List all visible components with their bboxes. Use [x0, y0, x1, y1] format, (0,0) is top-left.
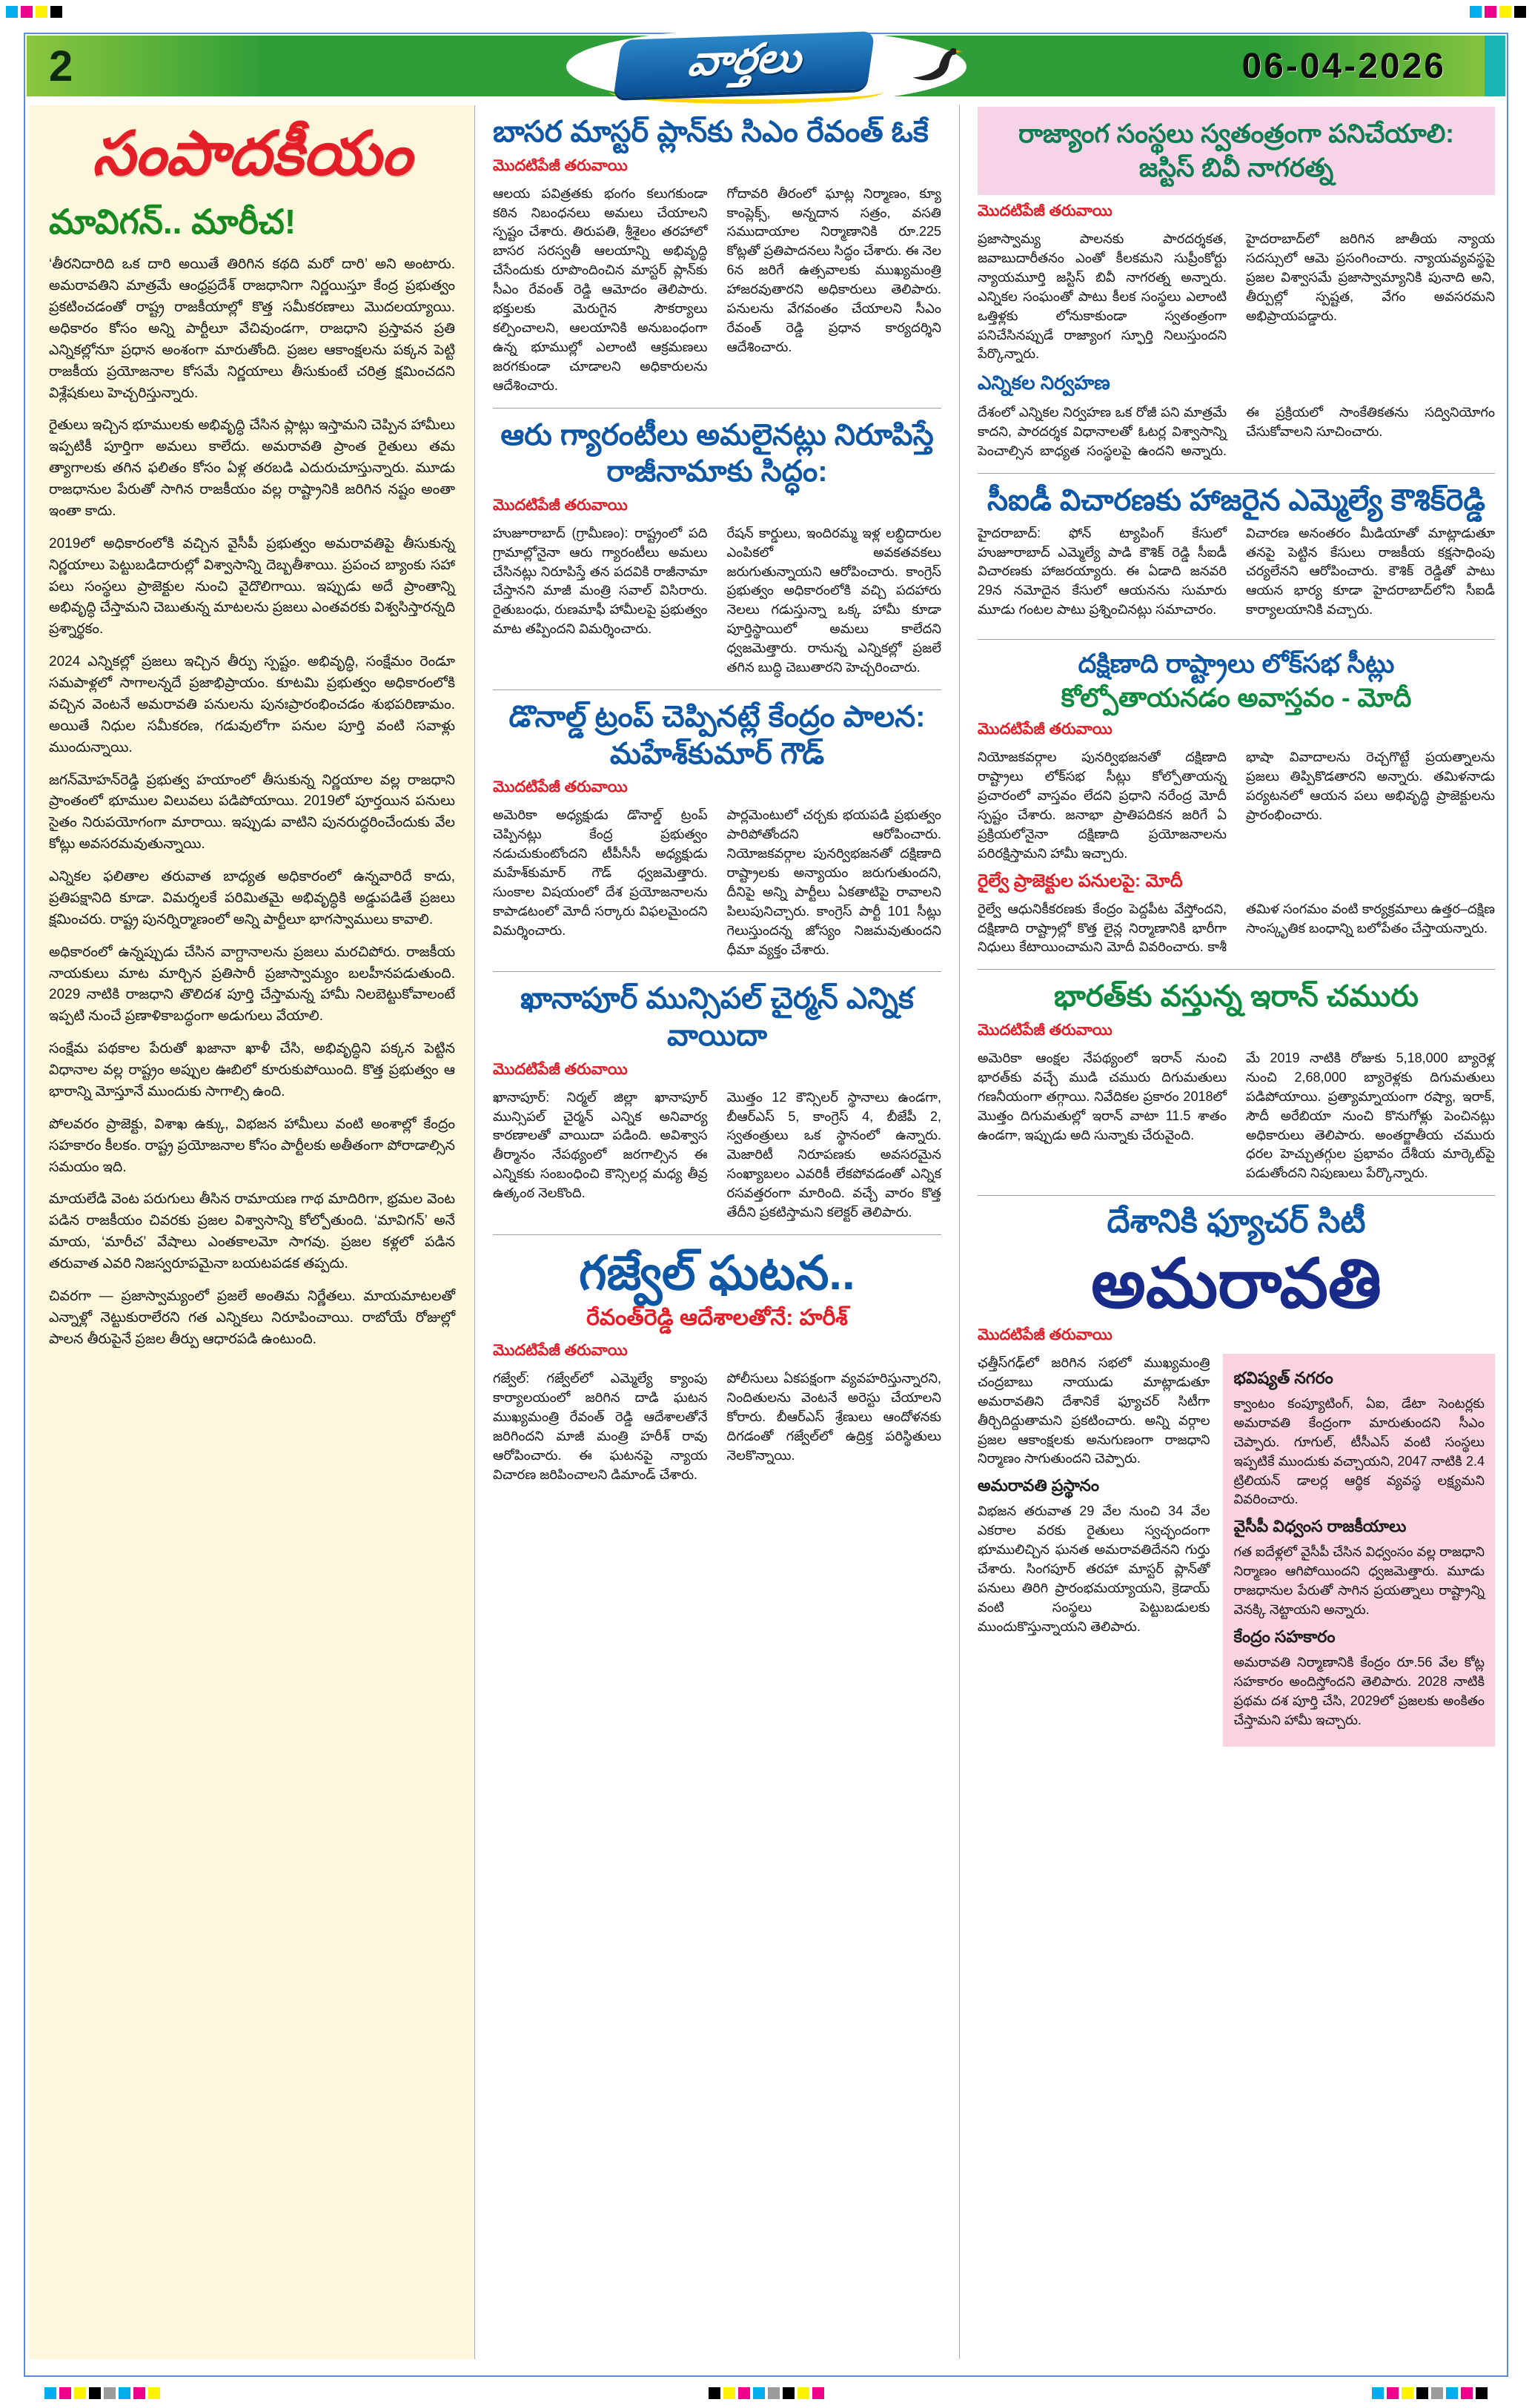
- paragraph: ఖానాపూర్: నిర్మల్ జిల్లా ఖానాపూర్ మున్సిపల్ చైర్మన్ ఎన్నిక అనివార్య కారణాలతో వాయిదా పడింది. అవిశ్వాస తీర్మానం నేపథ్యంలో జరగాల్సిన ఈ ఎన్నికకు సంబంధించి కౌన్సిలర్ల మధ్య తీవ్ర ఉత్కంఠ నెలకొంది.: [493, 1089, 708, 1201]
- article-body: [493, 524, 941, 678]
- article-basara-master-plan: [493, 114, 941, 396]
- paragraph: మే 2019 నాటికి రోజుకు 5,18,000 బ్యారెళ్ల నుంచి 2,68,000 బ్యారెళ్లకు దిగుమతులు పడిపోయాయి. ప్రత్యామ్నాయంగా రష్యా, ఇరాక్, సౌదీ అరేబియా నుంచి కొనుగోళ్లు పెంచినట్లు అధికారులు తెలిపారు. అంతర్జాతీయ చమురు ధరల హెచ్చుతగ్గుల ప్రభావం దేశీయ మార్కెట్‌పై పడుతోందని నిపుణులు పేర్కొన్నారు.: [1246, 1050, 1495, 1181]
- article-byline: మొదటిపేజీ తరువాయి: [493, 1060, 628, 1078]
- paragraph: రైతులు ఇచ్చిన భూములకు అభివృద్ధి చేసిన ప్లాట్లు ఇస్తామని చెప్పిన హామీలు ఇప్పటికీ పూర్తిగా అమలు కాలేదు. అమరావతి ప్రాంత రైతులు తమ త్యాగాలకు తగిన ఫలితం కోసం ఏళ్ల తరబడి ఎదురుచూస్తున్నారు. మూడు రాజధానుల పేరుతో సాగిన రాజకీయం వల్ల రాష్ట్రానికి జరిగిన నష్టం అంతా ఇంతా కాదు.: [49, 417, 455, 519]
- article-body: [1233, 1653, 1485, 1730]
- article-right-subcolumn: [1223, 1354, 1495, 1747]
- article-body: [493, 806, 941, 959]
- print-registration-marks: [6, 6, 62, 18]
- article-byline: మొదటిపేజీ తరువాయి: [493, 156, 628, 174]
- paragraph: హైదరాబాద్‌లో జరిగిన జాతీయ న్యాయ సదస్సులో ఆమె ప్రసంగించారు. న్యాయవ్యవస్థపై ప్రజల విశ్వాసమే ప్రజాస్వామ్యానికి పునాది అని, తీర్పుల్లో స్పష్టత, వేగం అవసరమని అభిప్రాయపడ్డారు.: [1246, 231, 1495, 323]
- article-byline: మొదటిపేజీ తరువాయి: [493, 1342, 628, 1360]
- paragraph: పార్లమెంటులో చర్చకు భయపడి ప్రభుత్వం పారిపోతోందని ఆరోపించారు. నియోజకవర్గాల పునర్విభజనతో దక్షిణాది రాష్ట్రాలకు అన్యాయం జరుగుతుందని, దీనిపై అన్ని పార్టీలు ఏకతాటిపై రావాలని పిలుపునిచ్చారు. కాంగ్రెస్ పార్టీ 101 సీట్లు గెలుస్తుందన్న జోస్యం నిజమవుతుందని ధీమా వ్యక్తం చేశారు.: [726, 807, 941, 957]
- article-title: [978, 647, 1495, 715]
- edition-date: 06-04-2026: [1241, 46, 1446, 86]
- paragraph: గోదావరి తీరంలో ఘాట్ల నిర్మాణం, క్యూ కాంప్లెక్స్, అన్నదాన సత్రం, వసతి సముదాయాల నిర్మాణానికి రూ.225 కోట్లతో ప్రతిపాదనలు సిద్ధం చేశారు. ఈ నెల 6న జరిగే ఉత్సవాలకు ముఖ్యమంత్రి హాజరవుతారని అధికారులు తెలిపారు. పనులను వేగవంతం చేయాలని సీఎం రేవంత్ రెడ్డి ప్రధాన కార్యదర్శిని ఆదేశించారు.: [726, 185, 941, 354]
- article-subhead: ఎన్నికల నిర్వహణ: [978, 371, 1110, 394]
- article-gajwel-incident: [493, 1244, 941, 1485]
- article-body: [493, 1369, 941, 1484]
- editorial-headline: మావిగన్.. మారీచ!: [49, 202, 296, 242]
- article-body: [978, 900, 1495, 958]
- right-column: [960, 105, 1502, 2359]
- article-lead: [978, 1354, 1210, 1469]
- paragraph: దేశంలో ఎన్నికల నిర్వహణ ఒక రోజీ పని మాత్రమే కాదని, పారదర్శక విధానాలతో ఓటర్ల విశ్వాసాన్ని పెంచాల్సిన బాధ్యత సంస్థలపై ఉందని అన్నారు. ఈ ప్రక్రియలో సాంకేతికతను సద్వినియోగం చేసుకోవాలని సూచించారు.: [978, 405, 1495, 459]
- article-title: సీఐడీ విచారణకు హాజరైన ఎమ్మెల్యే కౌశిక్‌రెడ్డి: [987, 484, 1485, 517]
- print-registration-marks: [1372, 2387, 1488, 2399]
- article-byline: మొదటిపేజీ తరువాయి: [978, 1326, 1112, 1343]
- article-subtitle: రేవంత్‌రెడ్డి ఆదేశాలతోనే: హరీశ్: [586, 1306, 848, 1331]
- article-body: [978, 1502, 1210, 1636]
- article-byline: మొదటిపేజీ తరువాయి: [493, 778, 628, 796]
- article-subhead: వైసీపీ విధ్వంస రాజకీయాలు: [1233, 1517, 1407, 1536]
- print-registration-marks: [709, 2387, 824, 2399]
- article-cid-kaushik-reddy: [978, 483, 1495, 627]
- article-subhead: రైల్వే ప్రాజెక్టుల పనులపై: మోదీ: [978, 870, 1183, 891]
- article-byline: మొదటిపేజీ తరువాయి: [978, 202, 1112, 219]
- paragraph: అమరావతి నిర్మాణానికి కేంద్రం రూ.56 వేల కోట్ల సహకారం అందిస్తోందని తెలిపారు. 2028 నాటికి ప్రథమ దశ పూర్తి చేసి, 2029లో ప్రజలకు అంకితం చేస్తామని హామీ ఇచ్చారు.: [1233, 1654, 1485, 1727]
- paragraph: భాషా వివాదాలను రెచ్చగొట్టే ప్రయత్నాలను ప్రజలు తిప్పికొడతారని అన్నారు. తమిళనాడు పర్యటనలో ఆయన పలు అభివృద్ధి ప్రాజెక్టులను ప్రారంభించారు.: [1246, 750, 1495, 822]
- paragraph: అమెరికా అధ్యక్షుడు డొనాల్డ్ ట్రంప్ చెప్పినట్లు కేంద్ర ప్రభుత్వం నడుచుకుంటోందని టీపీసీసీ అధ్యక్షుడు మహేశ్‌కుమార్ గౌడ్ ధ్వజమెత్తారు. సుంకాల విషయంలో దేశ ప్రయోజనాలను కాపాడటంలో మోదీ సర్కారు విఫలమైందని విమర్శించారు.: [493, 807, 708, 938]
- article-divider: [493, 689, 941, 690]
- paragraph: ఛత్తీస్‌గఢ్‌లో జరిగిన సభలో ముఖ్యమంత్రి చంద్రబాబు నాయుడు మాట్లాడుతూ అమరావతిని దేశానికే ఫ్యూచర్ సిటీగా తీర్చిదిద్దుతామని ప్రకటించారు. అన్ని వర్గాల ప్రజల ఆకాంక్షలకు అనుగుణంగా రాజధాని నిర్మాణం సాగుతుందని చెప్పారు.: [978, 1354, 1210, 1466]
- paragraph: ప్రజాస్వామ్య పాలనకు పారదర్శకత, జవాబుదారీతనం ఎంతో కీలకమని సుప్రీంకోర్టు న్యాయమూర్తి జస్టిస్ బివీ నాగరత్న అన్నారు. ఎన్నికల సంఘంతో పాటు కీలక సంస్థలు ఎలాంటి ఒత్తిళ్లకు లోనుకాకుండా స్వతంత్రంగా పనిచేసినప్పుడే రాజ్యాంగ స్ఫూర్తి నిలుస్తుందని పేర్కొన్నారు.: [978, 231, 1227, 362]
- article-iran-oil: [978, 979, 1495, 1183]
- paragraph: హైదరాబాద్: ఫోన్ ట్యాపింగ్ కేసులో హుజూరాబాద్ ఎమ్మెల్యే పాడి కౌశిక్ రెడ్డి సీఐడీ విచారణకు హాజరయ్యారు. ఈ ఏడాది జనవరి 29న నమోదైన కేసులో ఆయనను సుమారు మూడు గంటల పాటు ప్రశ్నించినట్లు సమాచారం.: [978, 525, 1227, 618]
- paragraph: 2024 ఎన్నికల్లో ప్రజలు ఇచ్చిన తీర్పు స్పష్టం. అభివృద్ధి, సంక్షేమం రెండూ సమపాళ్లలో సాగాలన్నదే ప్రజాభిప్రాయం. కూటమి ప్రభుత్వం అధికారంలోకి వచ్చిన వెంటనే అమరావతి పనులను పునఃప్రారంభించడం శుభపరిణామం. అయితే నిధుల సమీకరణ, గడువులోగా పనుల పూర్తి వంటి సవాళ్లు ముందున్నాయి.: [49, 654, 455, 755]
- article-nagarathna: [978, 107, 1495, 461]
- paragraph: రేషన్ కార్డులు, ఇందిరమ్మ ఇళ్ల లబ్ధిదారుల ఎంపికలో అవకతవకలు జరుగుతున్నాయని ఆరోపించారు. కాంగ్రెస్ ప్రభుత్వం అధికారంలోకి వచ్చి పదహారు నెలలు గడుస్తున్నా ఒక్క హామీ కూడా పూర్తిస్థాయిలో అమలు కాలేదని ధ్వజమెత్తారు. రానున్న ఎన్నికల్లో ప్రజలే తగిన బుద్ధి చెబుతారని హెచ్చరించారు.: [726, 525, 941, 675]
- paragraph: గత ఐదేళ్లలో వైసీపీ చేసిన విధ్వంసం వల్ల రాజధాని నిర్మాణం ఆగిపోయిందని ధ్వజమెత్తారు. మూడు రాజధానుల పేరుతో సాగిన ప్రయత్నాలు రాష్ట్రాన్ని వెనక్కి నెట్టాయని అన్నారు.: [1233, 1544, 1485, 1618]
- article-title: ఆరు గ్యారంటీలు అమలైనట్లు నిరూపిస్తే రాజీనామాకు సిద్ధం:: [500, 418, 934, 489]
- article-body: [1233, 1543, 1485, 1620]
- article-future-city-amaravati: [978, 1203, 1495, 1746]
- paragraph: క్వాంటం కంప్యూటింగ్, ఏఐ, డేటా సెంటర్లకు అమరావతి కేంద్రంగా మారుతుందని సీఎం చెప్పారు. గూగుల్, టీసీఎస్ వంటి సంస్థలు ఇప్పటికే ముందుకు వచ్చాయని, 2047 నాటికి 2.4 ట్రిలియన్ డాలర్ల ఆర్థిక వ్యవస్థ లక్ష్యమని వివరించారు.: [1233, 1395, 1485, 1507]
- header-bar: [27, 33, 1505, 96]
- article-title: ఖానాపూర్ మున్సిపల్ చైర్మన్ ఎన్నిక వాయిదా: [520, 982, 914, 1053]
- article-title: బాసర మాస్టర్ ప్లాన్‌కు సిఎం రేవంత్ ఓకే: [493, 116, 929, 148]
- paragraph: మొత్తం 12 కౌన్సిలర్ స్థానాలు ఉండగా, బీఆర్ఎస్ 5, కాంగ్రెస్ 4, బీజేపీ 2, స్వతంత్రులు ఒక స్థానంలో ఉన్నారు. మెజారిటీ నిరూపణకు అవసరమైన సంఖ్యాబలం ఎవరికీ లేకపోవడంతో ఎన్నిక రసవత్తరంగా మారింది. వచ్చే వారం కొత్త తేదీని ప్రకటిస్తామని కలెక్టర్ తెలిపారు.: [726, 1089, 941, 1220]
- article-divider: [978, 1195, 1495, 1196]
- article-body: [493, 1088, 941, 1223]
- article-divider: [493, 1234, 941, 1235]
- article-body: [1233, 1395, 1485, 1509]
- article-divider: [978, 969, 1495, 970]
- paragraph: 2019లో అధికారంలోకి వచ్చిన వైసీపీ ప్రభుత్వం అమరావతిపై తీసుకున్న నిర్ణయాలు పెట్టుబడిదారుల్లో విశ్వాసాన్ని దెబ్బతీశాయి. ప్రపంచ బ్యాంకు సహా పలు సంస్థలు ప్రాజెక్టుల నుంచి వైదొలిగాయి. ఇప్పుడు అదే ప్రాంతాన్ని అభివృద్ధి చేస్తామని చెబుతున్న మాటలను ప్రజలు ఎంతవరకు విశ్వసిస్తారన్నది ప్రశ్నార్థకం.: [49, 535, 455, 638]
- article-modi-seats: [978, 647, 1495, 957]
- masthead-logo: [566, 30, 966, 104]
- bird-icon: [904, 34, 962, 96]
- article-title-line1: దక్షిణాది రాష్ట్రాలు లోక్‌సభ సీట్లు: [1078, 649, 1395, 679]
- article-byline: మొదటిపేజీ తరువాయి: [978, 721, 1112, 738]
- article-body: [978, 1049, 1495, 1183]
- article-body: [493, 185, 941, 396]
- article-divider: [493, 971, 941, 972]
- paragraph: చివరగా — ప్రజాస్వామ్యంలో ప్రజలే అంతిమ నిర్ణేతలు. మాయమాటలతో ఎన్నాళ్లో నెట్టుకురాలేరని గత ఎన్నికలు నిరూపించాయి. రాబోయే రోజుల్లో పాలన తీరుపైనే ప్రజల తీర్పు ఆధారపడి ఉంటుంది.: [49, 1288, 455, 1347]
- article-title: అమరావతి: [1091, 1246, 1382, 1323]
- article-trump-centre: [493, 699, 941, 959]
- paragraph: రైల్వే ఆధునికీకరణకు కేంద్రం పెద్దపీట వేస్తోందని, దక్షిణాది రాష్ట్రాల్లో కొత్త లైన్ల నిర్మాణానికి భారీగా నిధులు కేటాయించామని మోదీ వివరించారు. కాశీ తమిళ సంగమం వంటి కార్యక్రమాలు ఉత్తర–దక్షిణ సాంస్కృతిక బంధాన్ని బలోపేతం చేస్తాయన్నారు.: [978, 901, 1495, 955]
- paragraph: మాయలేడి వెంట పరుగులు తీసిన రామాయణ గాథ మాదిరిగా, భ్రమల వెంట పడిన రాజకీయం చివరకు ప్రజల విశ్వాసాన్ని కోల్పోతుంది. ‘మావిగన్’ అనే మాయ, ‘మారీచ’ వేషాలు ఎంతకాలమో సాగవు. ప్రజల కళ్లలో పడిన తరువాత ఎవరి నిజస్వరూపమైనా బయటపడక తప్పదు.: [49, 1191, 455, 1272]
- article-title-line2: కోల్పోతాయనడం అవాస్తవం - మోదీ: [1061, 683, 1412, 712]
- editorial-body: [49, 254, 455, 1350]
- paragraph: అధికారంలో ఉన్నప్పుడు చేసిన వాగ్దానాలను ప్రజలు మరచిపోరు. రాజకీయ నాయకులు మాట మార్చిన ప్రతిసారీ ప్రజాస్వామ్యం బలహీనపడుతుంది. 2029 నాటికి రాజధాని తొలిదశ పూర్తి చేస్తామన్న హామీ నిలబెట్టుకోవాలంటే ఇప్పటి నుంచే ప్రణాళికాబద్ధంగా అడుగులు వేయాలి.: [49, 944, 455, 1025]
- article-columns: [978, 1354, 1495, 1747]
- middle-column: [474, 105, 960, 2359]
- article-divider: [978, 639, 1495, 640]
- article-title: గజ్వేల్ ఘటన..: [579, 1246, 855, 1300]
- paragraph: ‘తీరనిదారిది ఒక దారి అయితే తిరిగిన కథది మరో దారి’ అని అంటారు. అమరావతిని మాత్రమే ఆంధ్రప్రదేశ్ రాజధానిగా నిర్ణయిస్తూ కేంద్ర ప్రభుత్వం ప్రకటించడంతో రాష్ట్ర రాజకీయాల్లో కొత్త సమీకరణాలు మొదలయ్యాయి. అధికారం కోసం అన్ని పార్టీలూ వేచివుండగా, రాజధాని ప్రస్తావన ప్రతి ఎన్నికల్లోనూ ప్రధాన అంశంగా మారుతోంది. ప్రజల ఆకాంక్షలను పక్కన పెట్టి రాజకీయ ప్రయోజనాల కోసమే నిర్ణయాలు తీసుకుంటే చరిత్ర క్షమించదని విశ్లేషకులు హెచ్చరిస్తున్నారు.: [49, 257, 455, 401]
- print-registration-marks: [1470, 6, 1526, 18]
- paragraph: విచారణ అనంతరం మీడియాతో మాట్లాడుతూ తనపై పెట్టిన కేసులు రాజకీయ కక్షసాధింపు చర్యలేనని ఆరోపించారు. కౌశిక్ రెడ్డితో పాటు ఆయన భార్య కూడా హైదరాబాద్‌లోని సీఐడీ కార్యాలయానికి వచ్చారు.: [1246, 525, 1495, 618]
- paragraph: ఆలయ పవిత్రతకు భంగం కలుగకుండా కఠిన నిబంధనలు అమలు చేయాలని స్పష్టం చేశారు. తిరుపతి, శ్రీశైలం తరహాలో బాసర సరస్వతీ ఆలయాన్ని అభివృద్ధి చేసేందుకు రూపొందించిన మాస్టర్ ప్లాన్‌కు సీఎం రేవంత్ రెడ్డి ఆమోదం తెలిపారు. భక్తులకు మెరుగైన సౌకర్యాలు కల్పించాలని, ఆలయానికి అనుబంధంగా ఉన్న భూముల్లో ఎలాంటి ఆక్రమణలు జరగకుండా చూడాలని అధికారులను ఆదేశించారు.: [493, 185, 708, 393]
- article-subhead: అమరావతి ప్రస్థానం: [978, 1476, 1100, 1495]
- article-kicker: దేశానికి ఫ్యూచర్ సిటీ: [1107, 1203, 1366, 1240]
- paragraph: విభజన తరువాత 29 వేల నుంచి 34 వేల ఎకరాల వరకు రైతులు స్వచ్ఛందంగా భూములిచ్చిన ఘనత అమరావతిదేనని గుర్తు చేశారు. సింగపూర్ తరహా మాస్టర్ ప్లాన్‌తో పనులు తిరిగి ప్రారంభమయ్యాయని, క్రెడాయ్ వంటి సంస్థలు పెట్టుబడులకు ముందుకొస్తున్నాయని తెలిపారు.: [978, 1504, 1210, 1634]
- article-six-guarantees: [493, 417, 941, 678]
- article-title: రాజ్యాంగ సంస్థలు స్వతంత్రంగా పనిచేయాలి: జస్టిస్ బివీ నాగరత్న: [1018, 119, 1454, 182]
- article-byline: మొదటిపేజీ తరువాయి: [493, 496, 628, 514]
- print-registration-marks: [44, 2387, 160, 2399]
- paragraph: అమెరికా ఆంక్షల నేపథ్యంలో ఇరాన్ నుంచి భారత్‌కు వచ్చే ముడి చమురు దిగుమతులు గణనీయంగా తగ్గాయి. నివేదికల ప్రకారం 2018లో మొత్తం దిగుమతుల్లో ఇరాన్ వాటా 11.5 శాతం ఉండగా, ఇప్పుడు అది సున్నాకు చేరువైంది.: [978, 1050, 1227, 1142]
- paragraph: గజ్వేల్: గజ్వేల్‌లో ఎమ్మెల్యే క్యాంపు కార్యాలయంలో జరిగిన దాడి ఘటన ముఖ్యమంత్రి రేవంత్ రెడ్డి ఆదేశాలతోనే జరిగిందని మాజీ మంత్రి హరీశ్ రావు ఆరోపించారు. ఈ ఘటనపై న్యాయ విచారణ జరిపించాలని డిమాండ్ చేశారు.: [493, 1371, 708, 1482]
- article-byline: మొదటిపేజీ తరువాయి: [978, 1021, 1112, 1039]
- page-content: [30, 105, 1502, 2359]
- page-number: 2: [49, 42, 73, 90]
- article-body: [978, 403, 1495, 461]
- masthead-ribbon: [613, 31, 875, 98]
- paragraph: సంక్షేమ పథకాల పేరుతో ఖజానా ఖాళీ చేసి, అభివృద్ధిని పక్కన పెట్టిన విధానాల వల్ల రాష్ట్రం అప్పుల ఊబిలో కూరుకుపోయింది. కొత్త ప్రభుత్వం ఆ భారాన్ని మోస్తూనే ముందుకు సాగాల్సి ఉంది.: [49, 1041, 455, 1099]
- article-divider: [978, 473, 1495, 474]
- article-title: భారత్‌కు వస్తున్న ఇరాన్ చమురు: [1054, 980, 1419, 1013]
- article-subhead: భవిష్యత్ నగరం: [1233, 1368, 1333, 1387]
- paragraph: నియోజకవర్గాల పునర్విభజనతో దక్షిణాది రాష్ట్రాలు లోక్‌సభ సీట్లు కోల్పోతాయన్న ప్రచారంలో వాస్తవం లేదని ప్రధాని నరేంద్ర మోదీ స్పష్టం చేశారు. జనాభా ప్రాతిపదికన జరిగే ఏ ప్రక్రియలోనైనా దక్షిణాది ప్రయోజనాలను పరిరక్షిస్తామని హామీ ఇచ్చారు.: [978, 750, 1227, 861]
- paragraph: జగన్‌మోహన్‌రెడ్డి ప్రభుత్వ హయాంలో తీసుకున్న నిర్ణయాల వల్ల రాజధాని ప్రాంతంలో భూముల విలువలు పడిపోయాయి. 2019లో పూర్తయిన పనులు సైతం నిరుపయోగంగా మారాయి. ఇప్పుడు వాటిని పునరుద్ధరించేందుకు వేల కోట్లు అవసరమవుతున్నాయి.: [49, 772, 455, 853]
- article-body: [978, 524, 1495, 628]
- paragraph: పోలీసులు ఏకపక్షంగా వ్యవహరిస్తున్నారని, నిందితులను వెంటనే అరెస్టు చేయాలని కోరారు. బీఆర్ఎస్ శ్రేణులు ఆందోళనకు దిగడంతో గజ్వేల్‌లో ఉద్రిక్త పరిస్థితులు నెలకొన్నాయి.: [726, 1371, 941, 1463]
- article-khanapur-election: [493, 981, 941, 1223]
- paragraph: పోలవరం ప్రాజెక్టు, విశాఖ ఉక్కు, విభజన హామీలు వంటి అంశాల్లో కేంద్రం సహకారం కీలకం. రాష్ట్ర ప్రయోజనాల కోసం పార్టీలకు అతీతంగా పోరాడాల్సిన సమయం ఇది.: [49, 1116, 455, 1175]
- article-left-subcolumn: [978, 1354, 1210, 1644]
- editorial-column: [30, 105, 474, 2359]
- article-subhead: కేంద్రం సహకారం: [1233, 1627, 1336, 1646]
- paragraph: ఎన్నికల ఫలితాల తరువాత బాధ్యత అధికారంలో ఉన్నవారిదే కాదు, ప్రతిపక్షానిది కూడా. విమర్శలకే పరిమితమై అభివృద్ధికి అడ్డుపడితే ప్రజలు క్షమించరు. రాష్ట్ర పునర్నిర్మాణంలో అన్ని పార్టీలూ భాగస్వాములు కావాలి.: [49, 869, 455, 927]
- article-body: [978, 748, 1495, 863]
- masthead-title: వార్తలు: [685, 33, 804, 85]
- article-title: డొనాల్డ్ ట్రంప్ చెప్పినట్లే కేంద్రం పాలన: మహేశ్‌కుమార్ గౌడ్: [508, 701, 926, 770]
- paragraph: హుజూరాబాద్ (గ్రామీణం): రాష్ట్రంలో పది గ్రామాల్లోనైనా ఆరు గ్యారంటీలు అమలు చేసినట్లు నిరూపిస్తే తన పదవికి రాజీనామా చేస్తానని మాజీ మంత్రి సవాల్ విసిరారు. రైతుబంధు, రుణమాఫీ హామీలపై ప్రభుత్వం మాట తప్పిందని విమర్శించారు.: [493, 525, 708, 637]
- teal-accent: [1485, 36, 1505, 96]
- editorial-kicker: సంపాదకీయం: [92, 118, 412, 189]
- headline-panel: [978, 107, 1495, 195]
- article-body: [978, 230, 1495, 364]
